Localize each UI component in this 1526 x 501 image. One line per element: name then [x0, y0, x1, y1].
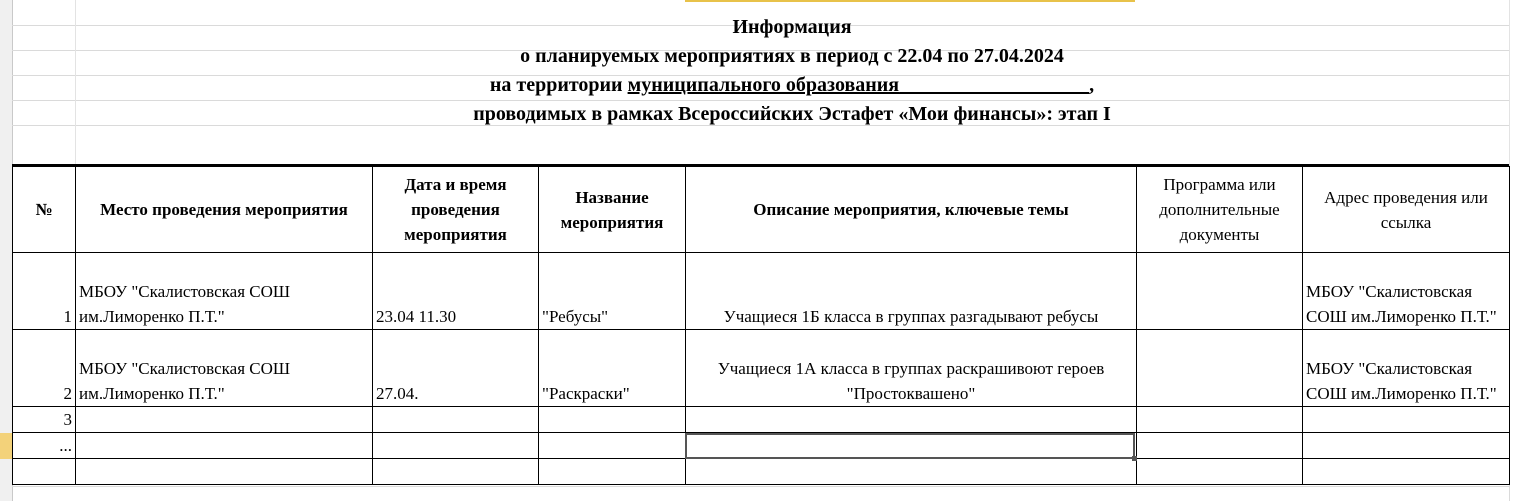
- cell-name[interactable]: "Раскраски": [539, 330, 686, 407]
- cell-place[interactable]: [76, 407, 373, 433]
- active-cell-selection[interactable]: [685, 433, 1135, 459]
- cell-description[interactable]: Учащиеся 1А класса в группах раскрашивоют героев "Простоквашено": [686, 330, 1137, 407]
- header-name[interactable]: Название мероприятия: [539, 167, 686, 253]
- cell-address[interactable]: [1303, 433, 1510, 459]
- table-row: [13, 330, 1510, 407]
- cell-program[interactable]: [1137, 433, 1303, 459]
- cell-description[interactable]: [686, 459, 1137, 485]
- cell-place[interactable]: МБОУ "Скалистовская СОШ им.Лиморенко П.Т.": [76, 330, 373, 407]
- header-description[interactable]: Описание мероприятия, ключевые темы: [686, 167, 1137, 253]
- cell-name[interactable]: [539, 433, 686, 459]
- selected-column-indicator: [685, 0, 1135, 2]
- table-row: [13, 407, 1510, 433]
- cell-datetime[interactable]: [373, 433, 539, 459]
- header-place[interactable]: Место проведения мероприятия: [76, 167, 373, 253]
- cell-program[interactable]: [1137, 407, 1303, 433]
- cell-address[interactable]: [1303, 407, 1510, 433]
- cell-num[interactable]: 1: [13, 253, 76, 330]
- cell-name[interactable]: "Ребусы": [539, 253, 686, 330]
- cell-address[interactable]: [1303, 459, 1510, 485]
- cell-name[interactable]: [539, 407, 686, 433]
- table-header-row: [13, 167, 1510, 253]
- cell-place[interactable]: [76, 433, 373, 459]
- cell-program[interactable]: [1137, 459, 1303, 485]
- cell-address[interactable]: МБОУ "Скалистовская СОШ им.Лиморенко П.Т.": [1303, 330, 1510, 407]
- header-address[interactable]: Адрес проведения или ссылка: [1303, 167, 1510, 253]
- cell-place[interactable]: [76, 459, 373, 485]
- header-datetime[interactable]: Дата и время проведения мероприятия: [373, 167, 539, 253]
- cell-num[interactable]: ...: [13, 433, 76, 459]
- gridline: [12, 486, 1509, 487]
- cell-datetime[interactable]: [373, 407, 539, 433]
- title-line-1: Информация: [732, 16, 852, 38]
- table-row: [13, 253, 1510, 330]
- cell-num[interactable]: [13, 459, 76, 485]
- cell-datetime[interactable]: [373, 459, 539, 485]
- cell-address[interactable]: МБОУ "Скалистовская СОШ им.Лиморенко П.Т.": [1303, 253, 1510, 330]
- cell-name[interactable]: [539, 459, 686, 485]
- gridline: [75, 0, 76, 165]
- title-line-3: на территории муниципального образования___________________,: [489, 74, 1095, 96]
- cell-num[interactable]: 3: [13, 407, 76, 433]
- cell-datetime[interactable]: 27.04.: [373, 330, 539, 407]
- gridline: [1509, 0, 1510, 165]
- cell-place[interactable]: МБОУ "Скалистовская СОШ им.Лиморенко П.Т.": [76, 253, 373, 330]
- header-num[interactable]: №: [13, 167, 76, 253]
- title-line-4: проводимых в рамках Всероссийских Эстафет «Мои финансы»: этап I: [473, 103, 1111, 125]
- fill-handle[interactable]: [1132, 456, 1137, 461]
- title-line-2: о планируемых мероприятиях в период с 22.04 по 27.04.2024: [520, 45, 1064, 67]
- cell-program[interactable]: [1137, 330, 1303, 407]
- table-row: [13, 459, 1510, 485]
- cell-description[interactable]: [686, 407, 1137, 433]
- cell-program[interactable]: [1137, 253, 1303, 330]
- cell-description[interactable]: Учащиеся 1Б класса в группах разгадывают ребусы: [686, 253, 1137, 330]
- cell-datetime[interactable]: 23.04 11.30: [373, 253, 539, 330]
- cell-num[interactable]: 2: [13, 330, 76, 407]
- selected-row-header[interactable]: [0, 433, 12, 459]
- header-program[interactable]: Программа или дополнительные документы: [1137, 167, 1303, 253]
